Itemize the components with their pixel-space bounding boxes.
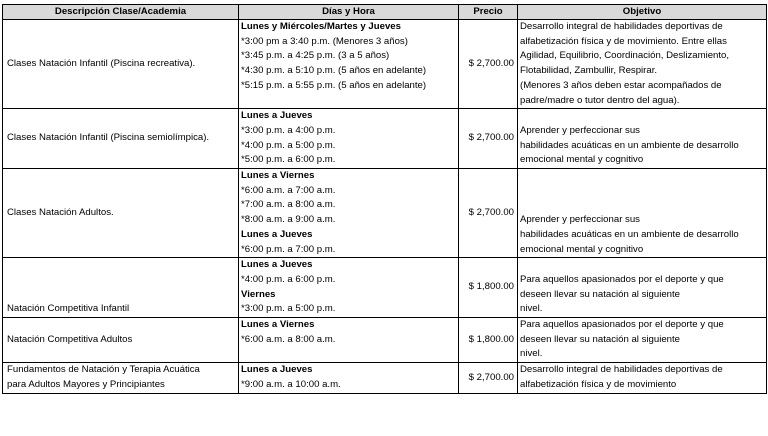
description-line: Clases Natación Infantil (Piscina semiolímpica). (7, 132, 210, 144)
schedule-days: Lunes a Viernes (241, 170, 315, 182)
objective-line: habilidades acuáticas en un ambiente de desarrollo (520, 228, 739, 240)
description-line: para Adultos Mayores y Principiantes (7, 378, 165, 390)
description-line: Clases Natación Infantil (Piscina recreativa). (7, 57, 196, 69)
row-schedule (239, 258, 459, 318)
table-row (3, 318, 767, 363)
row-objective (518, 20, 767, 109)
objective-line: emocional mental y cognitivo (520, 243, 644, 255)
row-objective (518, 363, 767, 393)
schedule-days: Lunes a Jueves (241, 110, 313, 122)
objective-line: Para aquellos apasionados por el deporte y que (520, 319, 724, 331)
objective-line: Flotabilidad, Zambullir, Respirar. (520, 65, 658, 77)
objective-line: (Menores 3 años deben estar acompañados de (520, 79, 722, 91)
row-description (3, 363, 239, 393)
row-objective (518, 169, 767, 258)
description-line: Natación Competitiva Infantil (7, 303, 130, 315)
row-objective (518, 318, 767, 363)
objective-line: Para aquellos apasionados por el deporte y que (520, 273, 724, 285)
objective-line: deseen llevar su natación al siguiente (520, 333, 681, 345)
schedule-time: *3:45 p.m. a 4:25 p.m. (3 a 5 años) (241, 50, 390, 62)
table-row (3, 363, 767, 393)
schedule-days: Lunes a Viernes (241, 319, 315, 331)
objective-line: deseen llevar su natación al siguiente (520, 288, 681, 300)
row-price: $ 1,800.00 (459, 318, 518, 363)
description-line: Fundamentos de Natación y Terapia Acuática (7, 364, 200, 376)
schedule-days: Lunes a Jueves (241, 259, 313, 271)
row-description (3, 169, 239, 258)
schedule-time: *4:30 p.m. a 5:10 p.m. (5 años en adelante) (241, 65, 427, 77)
objective-line: nivel. (520, 348, 543, 360)
table-row (3, 109, 767, 169)
schedule-time: *6:00 p.m. a 7:00 p.m. (241, 243, 336, 255)
schedule-time: *6:00 a.m. a 7:00 a.m. (241, 184, 336, 196)
schedule-table (2, 4, 767, 394)
row-schedule (239, 109, 459, 169)
objective-line: Agilidad, Equilibrio, Coordinación, Deslizamiento, (520, 50, 730, 62)
description-line: Clases Natación Adultos. (7, 206, 114, 218)
schedule-time: *4:00 p.m. a 5:00 p.m. (241, 139, 336, 151)
table-row (3, 20, 767, 109)
objective-line: alfabetización física y de movimiento (520, 378, 677, 390)
schedule-time: *5:15 p.m. a 5:55 p.m. (5 años en adelante) (241, 79, 427, 91)
row-description (3, 20, 239, 109)
header-objective: Objetivo (518, 5, 767, 20)
row-description (3, 258, 239, 318)
description-line: Natación Competitiva Adultos (7, 333, 133, 345)
header-schedule: Días y Hora (239, 5, 459, 20)
objective-line: emocional mental y cognitivo (520, 154, 644, 166)
row-schedule (239, 20, 459, 109)
schedule-time: *8:00 a.m. a 9:00 a.m. (241, 214, 336, 226)
row-price: $ 2,700.00 (459, 363, 518, 393)
row-description (3, 318, 239, 363)
schedule-days: Lunes a Jueves (241, 228, 313, 240)
row-price: $ 1,800.00 (459, 258, 518, 318)
header-price: Precio (459, 5, 518, 20)
row-schedule (239, 169, 459, 258)
row-price: $ 2,700.00 (459, 109, 518, 169)
row-objective (518, 258, 767, 318)
schedule-time: *4:00 p.m. a 6:00 p.m. (241, 273, 336, 285)
schedule-days: Viernes (241, 288, 276, 300)
schedule-time: *5:00 p.m. a 6:00 p.m. (241, 154, 336, 166)
objective-line: habilidades acuáticas en un ambiente de desarrollo (520, 139, 739, 151)
row-price: $ 2,700.00 (459, 169, 518, 258)
objective-line: Aprender y perfeccionar sus (520, 124, 640, 136)
table-row (3, 169, 767, 258)
objective-line: alfabetización física y de movimiento. Entre ellas (520, 35, 727, 47)
objective-line: nivel. (520, 303, 543, 315)
schedule-time: *7:00 a.m. a 8:00 a.m. (241, 199, 336, 211)
row-price: $ 2,700.00 (459, 20, 518, 109)
row-schedule (239, 318, 459, 363)
objective-line: Desarrollo integral de habilidades deportivas de (520, 21, 723, 32)
table-row (3, 258, 767, 318)
schedule-time: *3:00 pm a 3:40 p.m. (Menores 3 años) (241, 35, 408, 47)
objective-line: padre/madre o tutor dentro del agua). (520, 94, 680, 106)
objective-line: Aprender y perfeccionar sus (520, 214, 640, 226)
row-objective (518, 109, 767, 169)
schedule-time: *9:00 a.m. a 10:00 a.m. (241, 378, 341, 390)
schedule-time: *3:00 p.m. a 4:00 p.m. (241, 124, 336, 136)
row-description (3, 109, 239, 169)
row-schedule (239, 363, 459, 393)
header-row (3, 5, 767, 20)
schedule-days: Lunes y Miércoles/Martes y Jueves (241, 21, 401, 32)
schedule-time: *3:00 p.m. a 5:00 p.m. (241, 303, 336, 315)
schedule-time: *6:00 a.m. a 8:00 a.m. (241, 333, 336, 345)
header-description: Descripción Clase/Academia (3, 5, 239, 20)
objective-line: Desarrollo integral de habilidades deportivas de (520, 364, 723, 376)
schedule-days: Lunes a Jueves (241, 364, 313, 376)
